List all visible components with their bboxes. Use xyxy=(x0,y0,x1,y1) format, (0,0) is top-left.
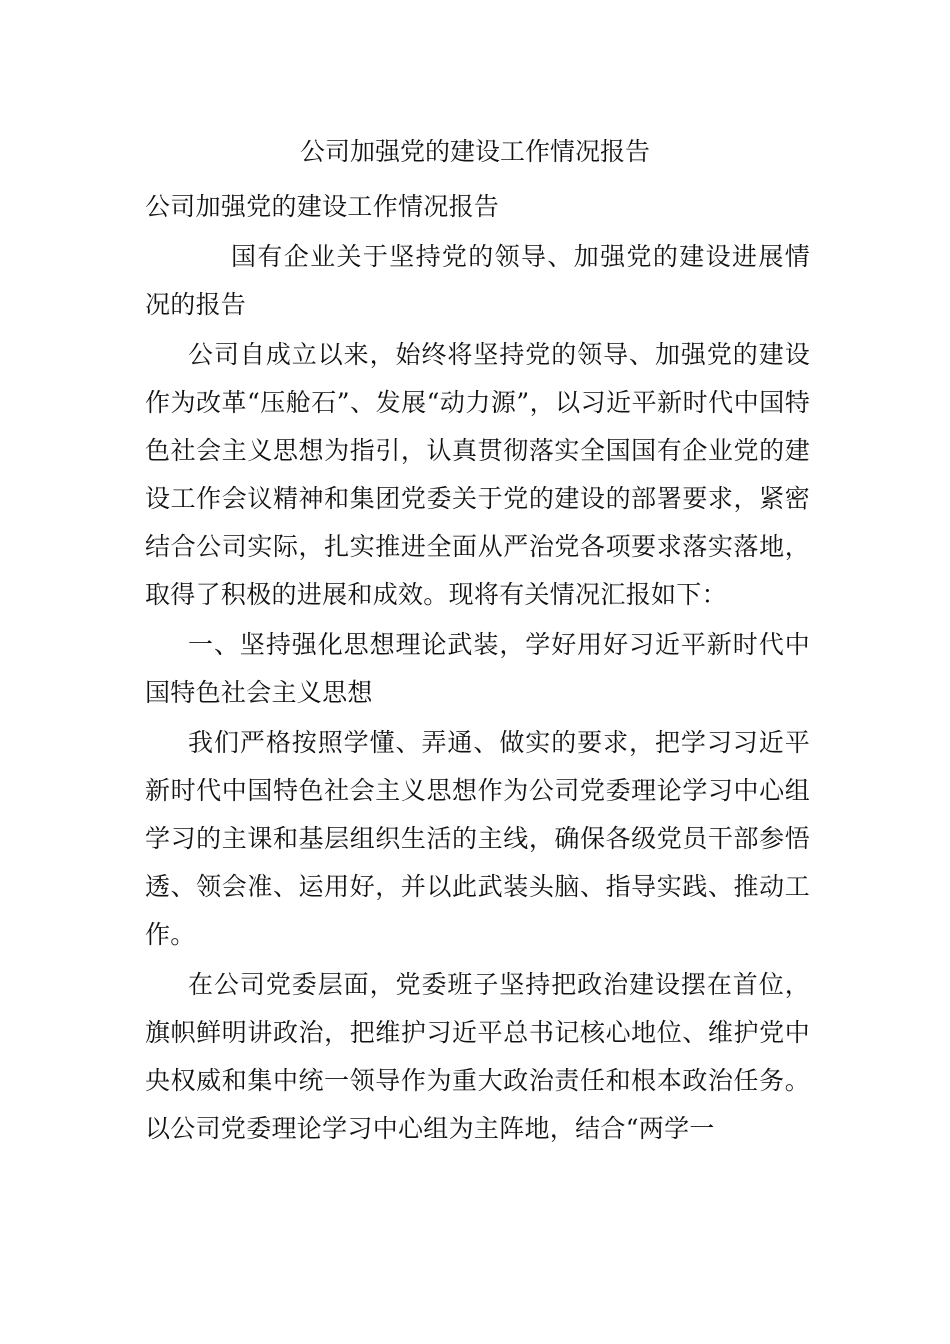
report-heading: 国有企业关于坚持党的领导、加强党的建设进展情况的报告 xyxy=(145,242,810,319)
document-title: 公司加强党的建设工作情况报告 xyxy=(299,137,650,166)
document-body xyxy=(145,183,810,1153)
paragraph-intro: 公司自成立以来，始终将坚持党的领导、加强党的建设作为改革“压舱石”、发展“动力源”，以习近平新时代中国特色社会主义思想为指引，认真贯彻落实全国国有企业党的建设工作会议精神和集团党委关于党的建设的部署要求，紧密结合公司实际，扎实推进全面从严治党各项要求落实落地，取得了积极的进展和成效。现将有关情况汇报如下： xyxy=(145,340,810,609)
paragraph-study: 我们严格按照学懂、弄通、做实的要求，把学习习近平新时代中国特色社会主义思想作为公司党委理论学习中心组学习的主课和基层组织生活的主线，确保各级党员干部参悟透、领会准、运用好，并以此武装头脑、指导实践、推动工作。 xyxy=(145,728,810,949)
paragraph-committee: 在公司党委层面，党委班子坚持把政治建设摆在首位，旗帜鲜明讲政治，把维护习近平总书记核心地位、维护党中央权威和集中统一领导作为重大政治责任和根本政治任务。以公司党委理论学习中心组为主阵地，结合“两学一 xyxy=(145,970,810,1143)
section-heading-1: 一、坚持强化思想理论武装，学好用好习近平新时代中国特色社会主义思想 xyxy=(145,630,810,707)
document-subtitle: 公司加强党的建设工作情况报告 xyxy=(145,192,500,221)
